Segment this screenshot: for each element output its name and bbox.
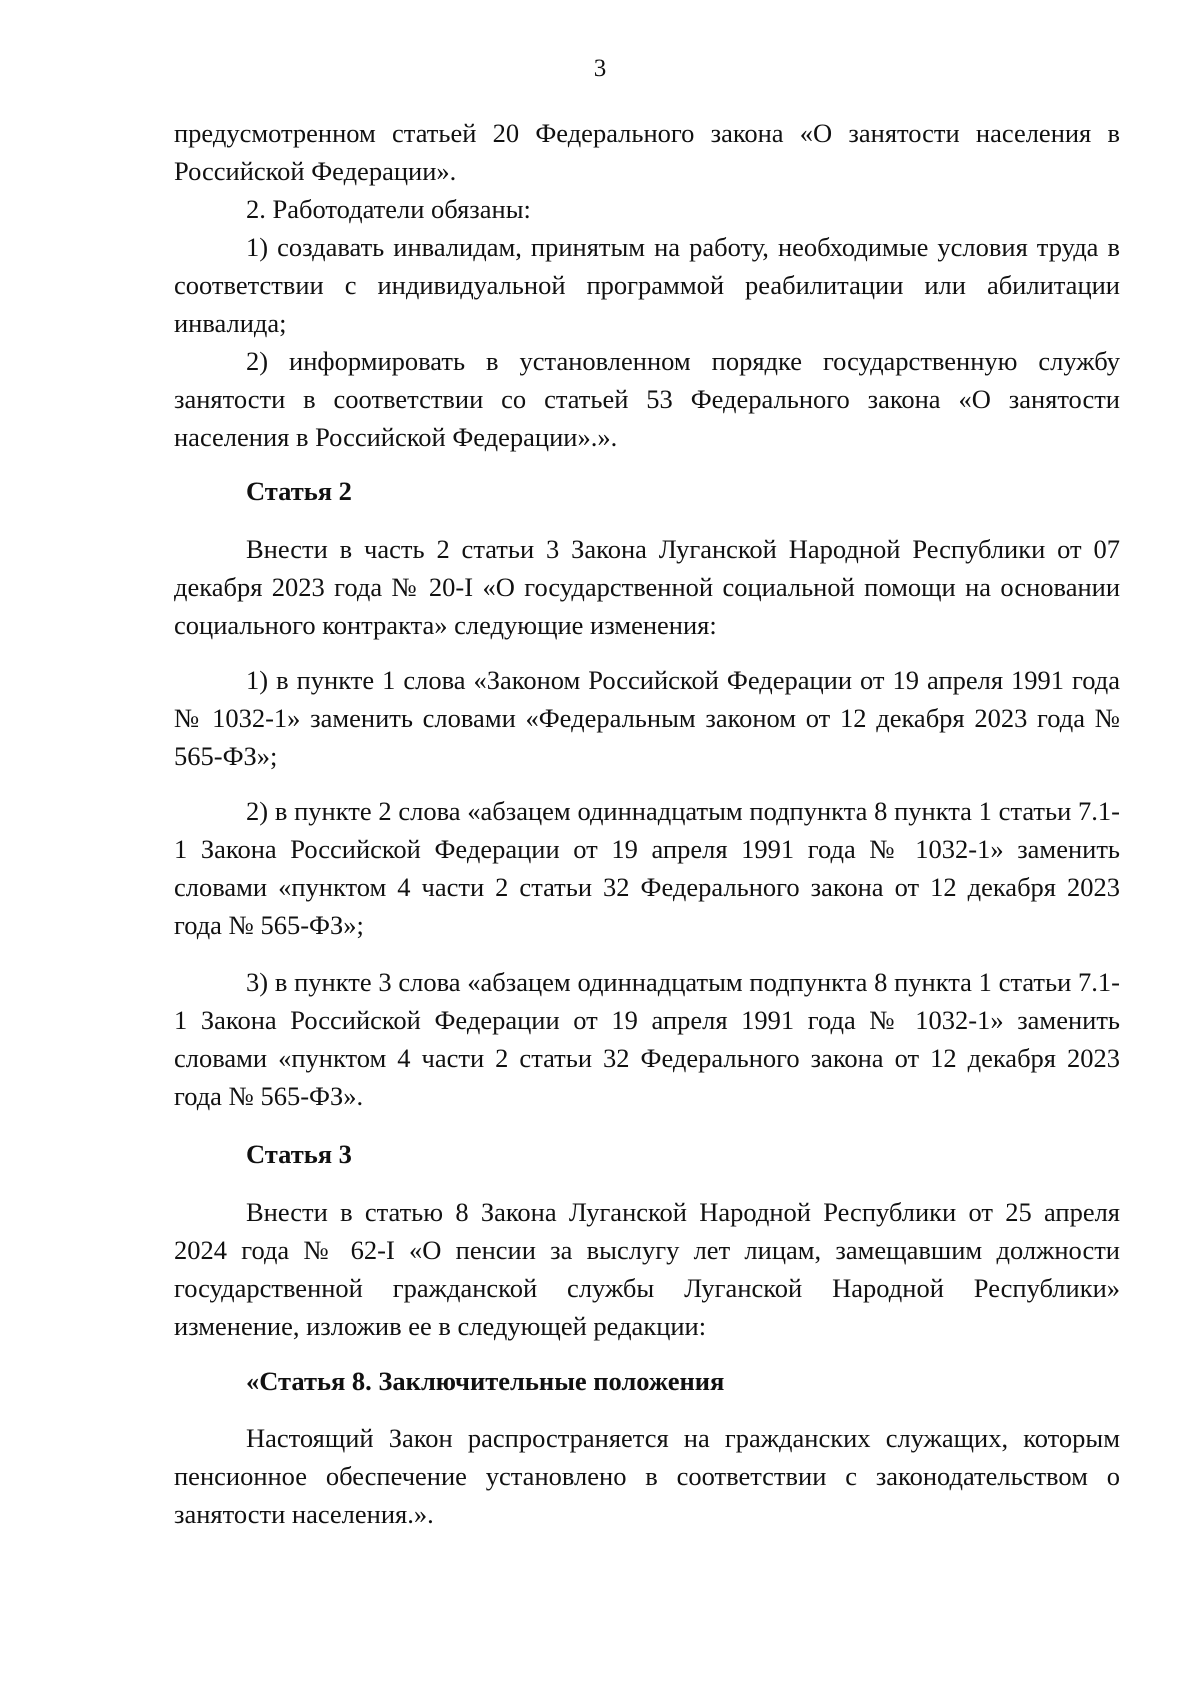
paragraph: 1) в пункте 1 слова «Законом Российской Федерации от 19 апреля 1991 года № 1032-1» заменить словами «Федеральным законом от 12 декабря 2023 года № 565-ФЗ»; [174, 665, 1120, 771]
article2-item1 [174, 661, 1120, 775]
paragraph: Настоящий Закон распространяется на гражданских служащих, которым пенсионное обеспечение установлено в соответствии с законодательством о занятости населения.». [174, 1423, 1120, 1529]
paragraph: Внести в статью 8 Закона Луганской Народной Республики от 25 апреля 2024 года № 62-I «О пенсии за выслугу лет лицам, замещавшим должности государственной гражданской службы Луганской Народной Республики» изменение, изложив ее в следующей редакции: [174, 1197, 1120, 1341]
article8-body [174, 1419, 1120, 1533]
paragraph: предусмотренном статьей 20 Федерального закона «О занятости населения в Российской Федерации». [174, 118, 1120, 186]
paragraph: 1) создавать инвалидам, принятым на работу, необходимые условия труда в соответствии с индивидуальной программой реабилитации или абилитации инвалида; [174, 232, 1120, 338]
article8-heading: «Статья 8. Заключительные положения [246, 1366, 725, 1396]
article2-intro [174, 530, 1120, 644]
article2-item3 [174, 963, 1120, 1115]
paragraph: 2) информировать в установленном порядке государственную службу занятости в соответствии со статьей 53 Федерального закона «О занятости населения в Российской Федерации».». [174, 346, 1120, 452]
paragraph: 3) в пункте 3 слова «абзацем одиннадцатым подпункта 8 пункта 1 статьи 7.1-1 Закона Российской Федерации от 19 апреля 1991 года № 1032-1» заменить словами «пунктом 4 части 2 статьи 32 Федерального закона от 12 декабря 2023 года № 565-ФЗ». [174, 967, 1120, 1111]
paragraph: Внести в часть 2 статьи 3 Закона Луганской Народной Республики от 07 декабря 2023 года № 20-I «О государственной социальной помощи на основании социального контракта» следующие изменения: [174, 534, 1120, 640]
article2-heading: Статья 2 [246, 476, 352, 506]
article3-heading: Статья 3 [246, 1139, 352, 1169]
paragraph: 2. Работодатели обязаны: [246, 194, 531, 224]
article2-item2 [174, 792, 1120, 944]
paragraph: 2) в пункте 2 слова «абзацем одиннадцатым подпункта 8 пункта 1 статьи 7.1-1 Закона Российской Федерации от 19 апреля 1991 года № 1032-1» заменить словами «пунктом 4 части 2 статьи 32 Федерального закона от 12 декабря 2023 года № 565-ФЗ»; [174, 796, 1120, 940]
page-number: 3 [593, 55, 607, 82]
article1-continuation [174, 114, 1120, 456]
article3-intro [174, 1193, 1120, 1345]
